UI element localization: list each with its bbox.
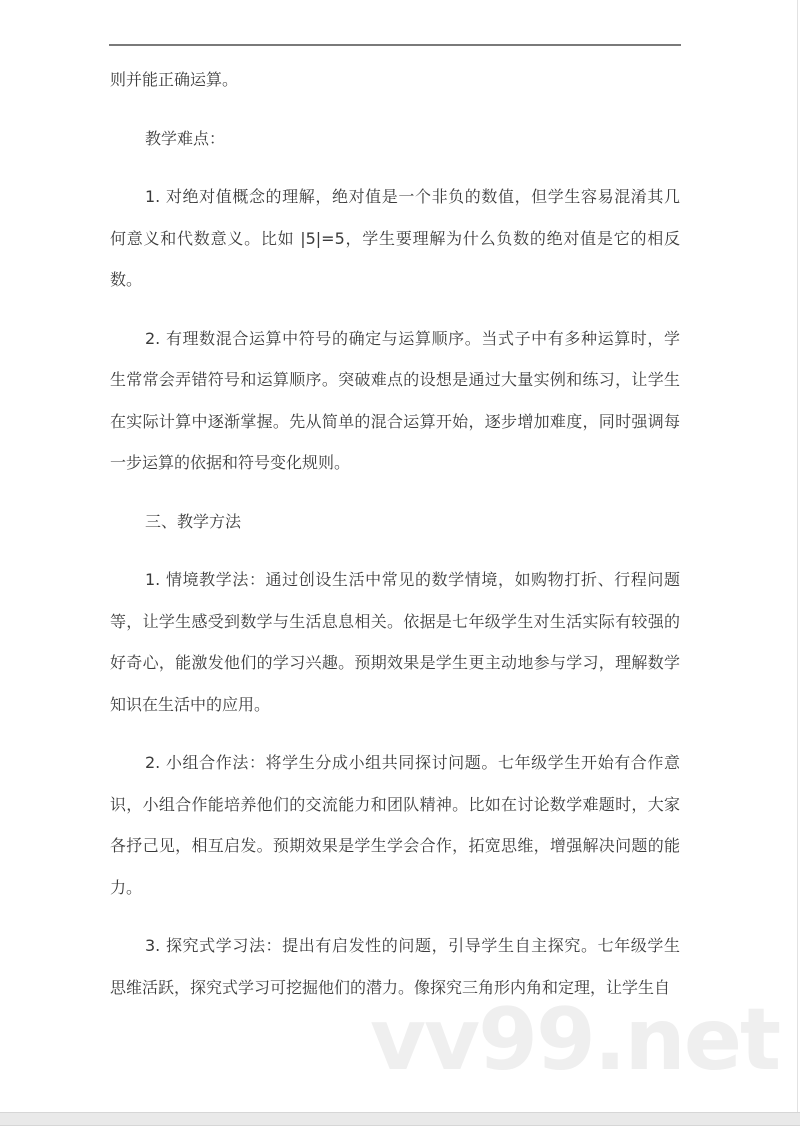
text-line: 2. 小组合作法：将学生分成小组共同探讨问题。七年级学生开始有合作意 <box>145 753 680 772</box>
text-line: 教学难点： <box>145 128 226 148</box>
watermark: vv99.net <box>370 990 780 1090</box>
paragraph <box>110 508 680 550</box>
text-line: 识，小组合作能培养他们的交流能力和团队精神。比如在讨论数学难题时，大家 <box>110 794 680 814</box>
paragraph <box>110 183 680 308</box>
text-line: 在实际计算中逐渐掌握。先从简单的混合运算开始，逐步增加难度，同时强调每 <box>110 411 680 431</box>
text-line: 等，让学生感受到数学与生活息息相关。依据是七年级学生对生活实际有较强的 <box>110 611 680 631</box>
text-line: 数。 <box>110 270 143 289</box>
paragraph <box>110 749 680 915</box>
text-line: 生常常会弄错符号和运算顺序。突破难点的设想是通过大量实例和练习，让学生 <box>110 370 680 389</box>
paragraph <box>110 325 680 491</box>
text-line: 何意义和代数意义。比如 |5|=5，学生要理解为什么负数的绝对值是它的相反 <box>110 228 680 248</box>
text-line: 知识在生活中的应用。 <box>110 694 271 714</box>
text-line: 则并能正确运算。 <box>110 70 239 89</box>
text-line: 1. 对绝对值概念的理解，绝对值是一个非负的数值，但学生容易混淆其几 <box>145 187 680 206</box>
paragraph <box>110 125 680 167</box>
text-line: 好奇心，能激发他们的学习兴趣。预期效果是学生更主动地参与学习，理解数学 <box>110 653 680 672</box>
text-line: 一步运算的依据和符号变化规则。 <box>110 453 351 472</box>
paragraph <box>110 66 680 108</box>
header-rule <box>109 44 681 46</box>
text-line: 3. 探究式学习法：提出有启发性的问题，引导学生自主探究。七年级学生 <box>145 936 680 955</box>
text-line: 1. 情境教学法：通过创设生活中常见的数学情境，如购物打折、行程问题 <box>145 570 680 589</box>
text-line: 各抒己见，相互启发。预期效果是学生学会合作，拓宽思维，增强解决问题的能 <box>110 836 680 855</box>
page-gap <box>0 1112 800 1126</box>
text-line: 力。 <box>110 877 143 897</box>
text-line: 思维活跃，探究式学习可挖掘他们的潜力。像探究三角形内角和定理，让学生自 <box>110 977 671 997</box>
next-page <box>0 1126 800 1137</box>
text-line: 2. 有理数混合运算中符号的确定与运算顺序。当式子中有多种运算时，学 <box>145 328 680 348</box>
text-line: 三、教学方法 <box>145 511 242 531</box>
document-body <box>110 66 680 1015</box>
paragraph <box>110 566 680 732</box>
